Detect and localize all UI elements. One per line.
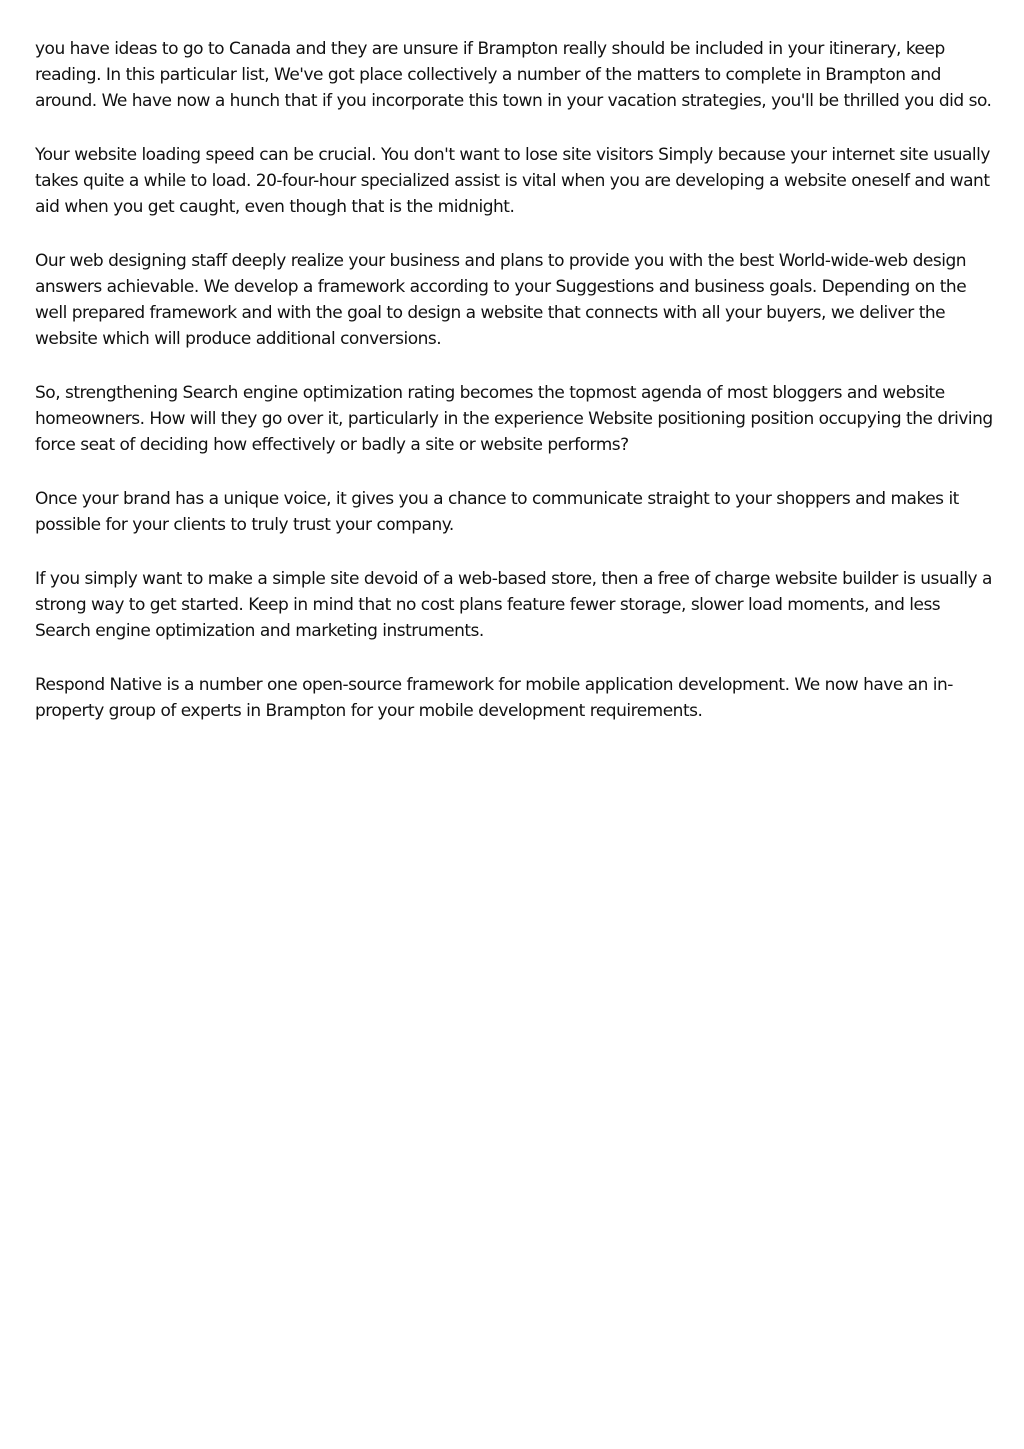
paragraph-3: Our web designing staff deeply realize your business and plans to provide you with the best World-wide-web design answers achievable. We develop a framework according to your Suggestions and business goals. Depending on the well prepared framework and with the goal to design a website that connects with all your buyers, we deliver the website which will produce additional conversions. xyxy=(35,251,967,349)
paragraph-7: Respond Native is a number one open-source framework for mobile application development. We now have an in-property group of experts in Brampton for your mobile development requirements. xyxy=(35,675,953,721)
paragraph-5: Once your brand has a unique voice, it gives you a chance to communicate straight to your shoppers and makes it possible for your clients to truly trust your company. xyxy=(35,489,959,535)
paragraph-2: Your website loading speed can be crucial. You don't want to lose site visitors Simply because your internet site usually takes quite a while to load. 20-four-hour specialized assist is vital when you are developing a website oneself and want aid when you get caught, even though that is the midnight. xyxy=(35,145,990,217)
paragraph-1: you have ideas to go to Canada and they are unsure if Brampton really should be included in your itinerary, keep reading. In this particular list, We've got place collectively a number of the matters to complete in Brampton and around. We have now a hunch that if you incorporate this town in your vacation strategies, you'll be thrilled you did so. xyxy=(35,39,992,111)
document-page xyxy=(35,36,993,752)
paragraph-6: If you simply want to make a simple site devoid of a web-based store, then a free of charge website builder is usually a strong way to get started. Keep in mind that no cost plans feature fewer storage, slower load moments, and less Search engine optimization and marketing instruments. xyxy=(35,569,992,641)
paragraph-4: So, strengthening Search engine optimization rating becomes the topmost agenda of most bloggers and website homeowners. How will they go over it, particularly in the experience Website positioning position occupying the driving force seat of deciding how effectively or badly a site or website performs? xyxy=(35,383,993,455)
